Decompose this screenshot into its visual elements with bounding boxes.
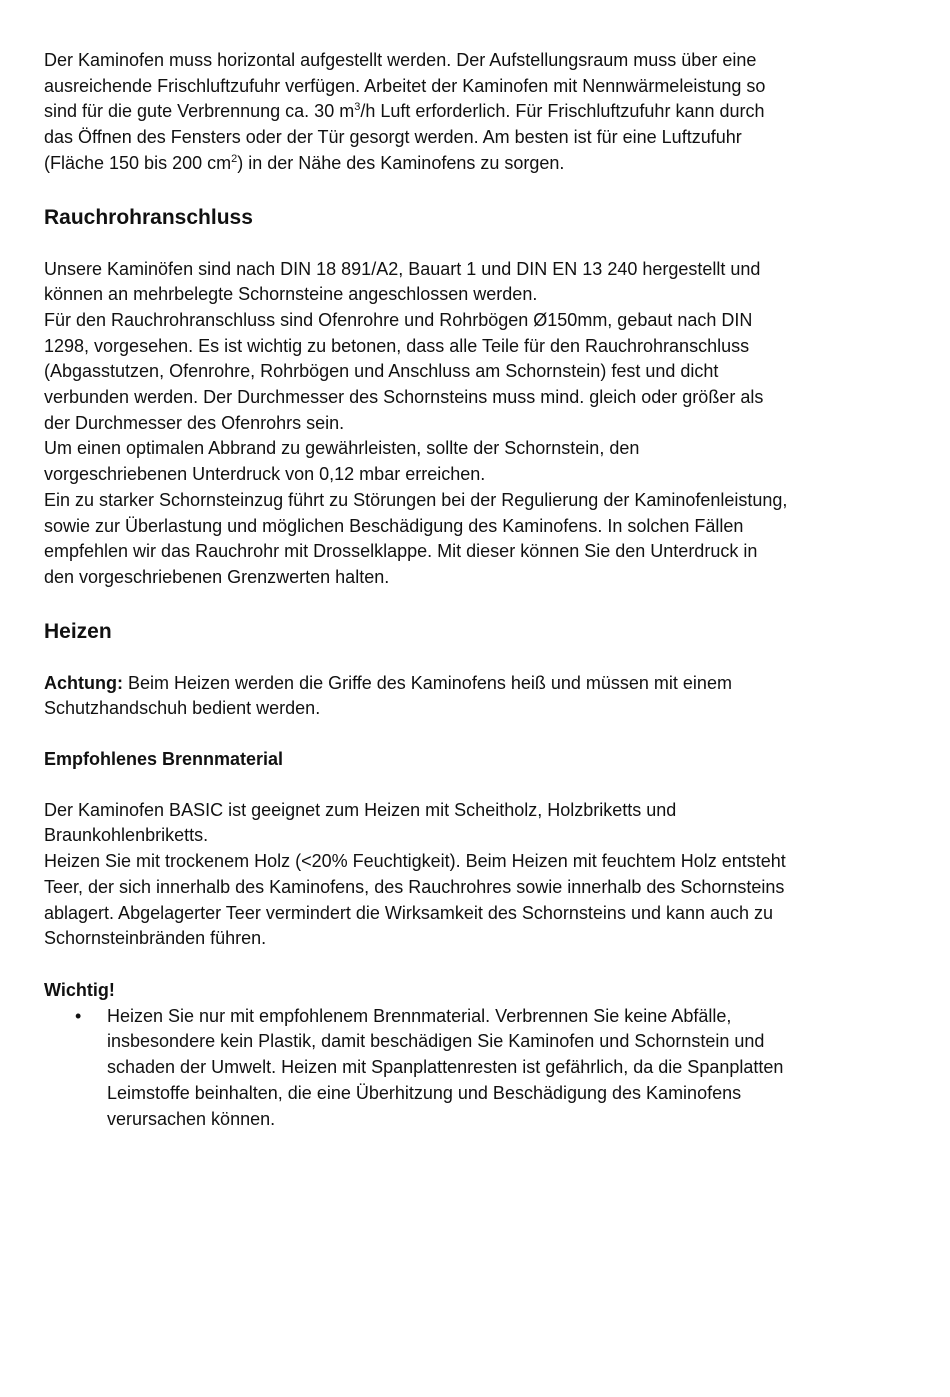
text-line: Teer, der sich innerhalb des Kaminofens, des Rauchrohres sowie innerhalb des Schornsteins [44, 876, 785, 897]
text-line: können an mehrbelegte Schornsteine angeschlossen werden. [44, 284, 538, 305]
text-line: Schornsteinbränden führen. [44, 928, 267, 949]
text-fragment: ) in der Nähe des Kaminofens zu sorgen. [237, 152, 565, 173]
brennmaterial-paragraphs [44, 798, 894, 952]
bullet-list [44, 1004, 894, 1133]
list-item-line: schaden der Umwelt. Heizen mit Spanplattenresten ist gefährlich, da die Spanplatten [107, 1057, 784, 1078]
wichtig-label: Wichtig! [44, 979, 115, 1000]
achtung-label: Achtung: [44, 672, 123, 693]
text-line: ausreichende Frischluftzufuhr verfügen. Arbeitet der Kaminofen mit Nennwärmeleistung so [44, 75, 766, 96]
text-line: verbunden werden. Der Durchmesser des Schornsteins muss mind. gleich oder größer als [44, 387, 764, 408]
text-line: Ein zu starker Schornsteinzug führt zu Störungen bei der Regulierung der Kaminofenleistung, [44, 489, 788, 510]
text-line [44, 99, 894, 125]
bullet-icon: • [75, 1005, 82, 1026]
section-heading-heizen: Heizen [44, 619, 112, 643]
list-item-continuation [44, 1055, 894, 1081]
superscript: 3 [354, 101, 361, 114]
text-line: das Öffnen des Fensters oder der Tür gesorgt werden. Am besten ist für eine Luftzufuhr [44, 127, 742, 148]
text-line: Schutzhandschuh bedient werden. [44, 698, 321, 719]
text-line: der Durchmesser des Ofenrohrs sein. [44, 412, 345, 433]
list-item [44, 1004, 894, 1030]
text-line: den vorgeschriebenen Grenzwerten halten. [44, 566, 390, 587]
list-item-continuation [44, 1107, 894, 1133]
subheading-brennmaterial: Empfohlenes Brennmaterial [44, 749, 284, 770]
text-line: sowie zur Überlastung und möglichen Beschädigung des Kaminofens. In solchen Fällen [44, 515, 744, 536]
list-item-continuation [44, 1029, 894, 1055]
rauchrohr-paragraphs [44, 257, 894, 591]
text-line: Braunkohlenbriketts. [44, 825, 209, 846]
list-item-line: verursachen können. [107, 1108, 276, 1129]
text-line: Unsere Kaminöfen sind nach DIN 18 891/A2, Bauart 1 und DIN EN 13 240 hergestellt und [44, 258, 761, 279]
intro-paragraph [44, 48, 894, 177]
text-line: empfehlen wir das Rauchrohr mit Drosselklappe. Mit dieser können Sie den Unterdruck in [44, 541, 758, 562]
text-line: Für den Rauchrohranschluss sind Ofenrohre und Rohrbögen Ø150mm, gebaut nach DIN [44, 309, 753, 330]
text-fragment: /h Luft erforderlich. Für Frischluftzufuhr kann durch [360, 101, 765, 122]
list-item-line: Heizen Sie nur mit empfohlenem Brennmaterial. Verbrennen Sie keine Abfälle, [107, 1005, 732, 1026]
document-page [44, 48, 894, 1132]
text-fragment: Beim Heizen werden die Griffe des Kaminofens heiß und müssen mit einem [122, 672, 732, 693]
section-heading-rauchrohranschluss: Rauchrohranschluss [44, 205, 253, 229]
text-fragment: (Fläche 150 bis 200 cm [44, 152, 232, 173]
text-line: Der Kaminofen BASIC ist geeignet zum Heizen mit Scheitholz, Holzbriketts und [44, 799, 677, 820]
text-line: Der Kaminofen muss horizontal aufgestellt werden. Der Aufstellungsraum muss über eine [44, 50, 757, 70]
text-line: ablagert. Abgelagerter Teer vermindert die Wirksamkeit des Schornsteins und kann auch zu [44, 902, 774, 923]
text-line: vorgeschriebenen Unterdruck von 0,12 mbar erreichen. [44, 464, 486, 485]
text-line: Um einen optimalen Abbrand zu gewährleisten, sollte der Schornstein, den [44, 438, 640, 459]
text-line: Heizen Sie mit trockenem Holz (<20% Feuchtigkeit). Beim Heizen mit feuchtem Holz entsteht [44, 851, 786, 872]
list-item-continuation [44, 1081, 894, 1107]
list-item-line: Leimstoffe beinhalten, die eine Überhitzung und Beschädigung des Kaminofens [107, 1082, 742, 1103]
achtung-paragraph [44, 671, 894, 722]
list-item-line: insbesondere kein Plastik, damit beschädigen Sie Kaminofen und Schornstein und [107, 1031, 765, 1052]
text-fragment: sind für die gute Verbrennung ca. 30 m [44, 101, 355, 122]
text-line: 1298, vorgesehen. Es ist wichtig zu betonen, dass alle Teile für den Rauchrohranschluss [44, 335, 750, 356]
text-line: (Abgasstutzen, Ofenrohre, Rohrbögen und Anschluss am Schornstein) fest und dicht [44, 361, 719, 382]
superscript: 2 [231, 152, 238, 165]
text-line [44, 671, 894, 697]
text-line [44, 151, 894, 177]
